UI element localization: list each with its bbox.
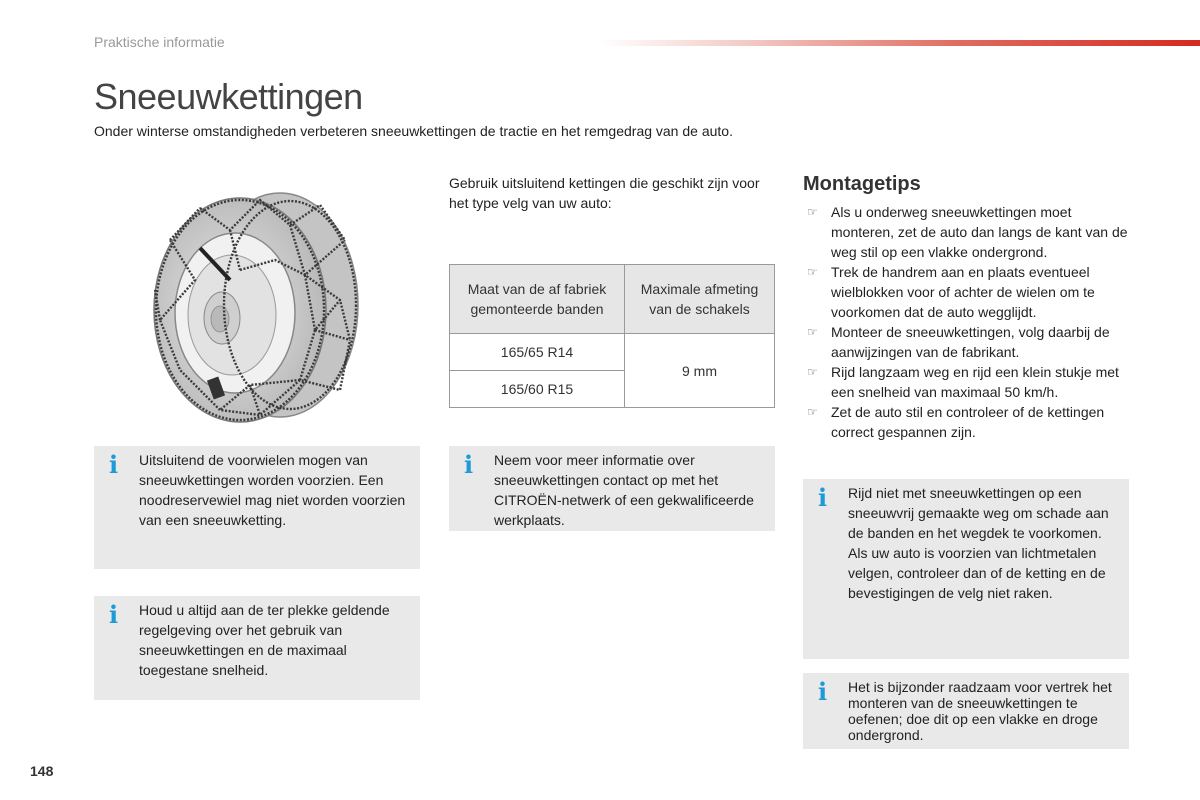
tip-text: Monteer de sneeuwkettingen, volg daarbij de aanwijzingen van de fabrikant. xyxy=(831,324,1110,360)
table-intro-text: Gebruik uitsluitend kettingen die geschikt zijn voor het type velg van uw auto: xyxy=(449,175,760,211)
section-label: Praktische informatie xyxy=(94,34,225,50)
tip-text: Als u onderweg sneeuwkettingen moet monteren, zet de auto dan langs de kant van de weg stil op een vlakke ondergrond. xyxy=(831,204,1128,260)
tip-text: Zet de auto stil en controleer of de kettingen correct gespannen zijn. xyxy=(831,404,1105,440)
table-header-link-size: Maximale afmeting van de schakels xyxy=(625,265,775,334)
info-note-road-damage xyxy=(803,479,1129,659)
info-icon: i xyxy=(464,450,474,479)
intro-text: Onder winterse omstandigheden verbeteren sneeuwkettingen de tractie en het remgedrag van de auto. xyxy=(94,123,733,139)
info-note-regulations xyxy=(94,596,420,700)
pointing-hand-icon: ☞ xyxy=(807,265,818,279)
table-cell-tyre-size: 165/65 R14 xyxy=(450,334,625,371)
pointing-hand-icon: ☞ xyxy=(807,325,818,339)
pointing-hand-icon: ☞ xyxy=(807,365,818,379)
montagetips-heading: Montagetips xyxy=(803,173,921,195)
info-icon: i xyxy=(109,600,119,629)
list-item xyxy=(803,362,1133,402)
info-note-text: Houd u altijd aan de ter plekke geldende regelgeving over het gebruik van sneeuwkettingen en de maximaal toegestane snelheid. xyxy=(139,602,390,678)
list-item xyxy=(803,262,1133,322)
page-title: Sneeuwkettingen xyxy=(94,76,363,117)
info-note-dealer xyxy=(449,446,775,531)
info-note-text: Rijd niet met sneeuwkettingen op een sneeuwvrij gemaakte weg om schade aan de banden en het wegdek te voorkomen. Als uw auto is voorzien van lichtmetalen velgen, controleer dan of de ketting en de bevestigingen de velg niet raken. xyxy=(848,485,1109,601)
page-number: 148 xyxy=(30,763,54,779)
chain-size-table xyxy=(449,264,775,408)
info-icon: i xyxy=(109,450,119,479)
table-cell-tyre-size: 165/60 R15 xyxy=(450,371,625,408)
table-header-tyre-size: Maat van de af fabriek gemonteerde banden xyxy=(450,265,625,334)
info-icon: i xyxy=(818,483,828,512)
list-item xyxy=(803,402,1133,442)
pointing-hand-icon: ☞ xyxy=(807,405,818,419)
list-item xyxy=(803,202,1133,262)
info-note-text: Uitsluitend de voorwielen mogen van sneeuwkettingen worden voorzien. Een noodreservewiel mag niet worden voorzien van een sneeuwketting. xyxy=(139,452,406,528)
header-accent-bar xyxy=(600,40,1200,46)
info-icon: i xyxy=(818,677,828,706)
snow-chain-wheel-illustration xyxy=(140,180,370,430)
info-note-front-wheels xyxy=(94,446,420,569)
info-note-text: Het is bijzonder raadzaam voor vertrek het monteren van de sneeuwkettingen te oefenen; doe dit op een vlakke en droge ondergrond. xyxy=(848,679,1112,743)
montagetips-list xyxy=(803,202,1133,442)
list-item xyxy=(803,322,1133,362)
info-note-text: Neem voor meer informatie over sneeuwkettingen contact op met het CITROËN-netwerk of een gekwalificeerde werkplaats. xyxy=(494,452,754,528)
tip-text: Rijd langzaam weg en rijd een klein stukje met een snelheid van maximaal 50 km/h. xyxy=(831,364,1119,400)
table-cell-link-size: 9 mm xyxy=(625,334,775,408)
pointing-hand-icon: ☞ xyxy=(807,205,818,219)
tip-text: Trek de handrem aan en plaats eventueel wielblokken voor of achter de wielen om te voorkomen dat de auto wegglijdt. xyxy=(831,264,1095,320)
info-note-practice xyxy=(803,673,1129,749)
